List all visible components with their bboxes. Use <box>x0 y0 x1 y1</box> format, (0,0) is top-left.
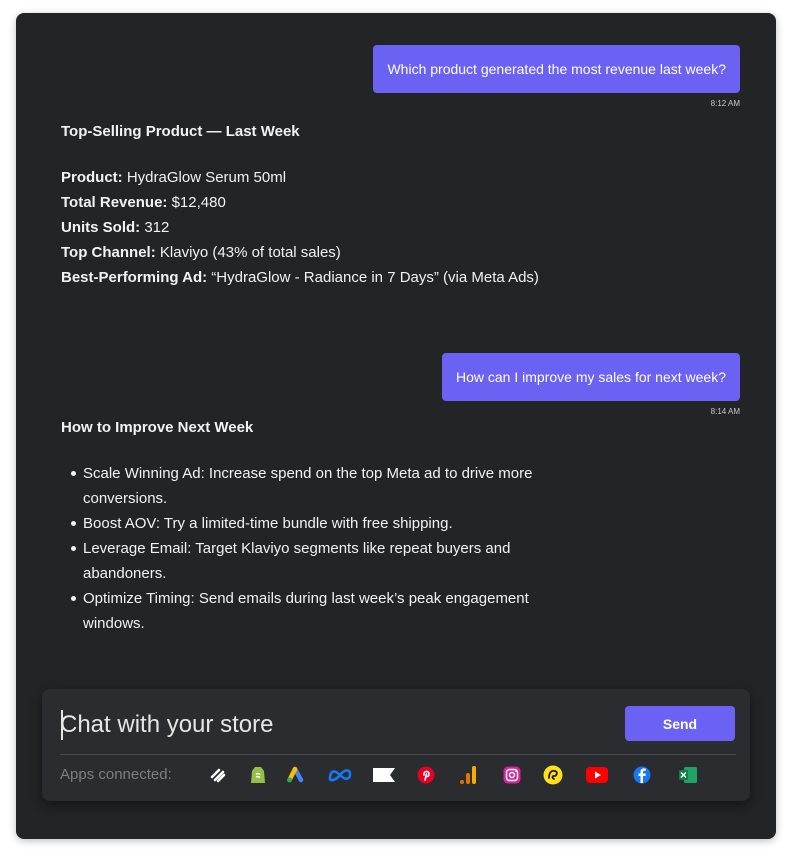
user-message: Which product generated the most revenue last week? <box>373 45 740 93</box>
chat-input[interactable] <box>60 707 620 743</box>
answer-row: Best-Performing Ad: “HydraGlow - Radiance in 7 Days” (via Meta Ads) <box>61 269 539 286</box>
user-message: How can I improve my sales for next week? <box>442 353 740 401</box>
chat-panel <box>16 13 776 839</box>
suggestion-list <box>61 461 581 636</box>
shopify-icon[interactable] <box>248 765 268 785</box>
google-analytics-icon[interactable] <box>458 765 478 785</box>
answer-row: Product: HydraGlow Serum 50ml <box>61 169 287 186</box>
message-time: 8:14 AM <box>710 407 740 416</box>
meta-icon[interactable] <box>327 765 353 785</box>
instagram-icon[interactable] <box>502 765 522 785</box>
google-ads-icon[interactable] <box>285 765 305 785</box>
apps-connected-label: Apps connected: <box>60 766 172 783</box>
answer-row: Top Channel: Klaviyo (43% of total sales) <box>61 244 341 261</box>
list-item: Scale Winning Ad: Increase spend on the top Meta ad to drive more conversions. <box>61 461 581 511</box>
message-time: 8:12 AM <box>710 99 740 108</box>
pinterest-icon[interactable] <box>416 765 436 785</box>
answer-title: How to Improve Next Week <box>61 419 254 436</box>
squarespace-icon[interactable] <box>208 765 228 785</box>
klaviyo-icon[interactable] <box>372 765 396 785</box>
answer-row: Total Revenue: $12,480 <box>61 194 226 211</box>
divider <box>60 754 736 755</box>
text-caret <box>61 710 63 740</box>
list-item: Optimize Timing: Send emails during last week’s peak engagement windows. <box>61 586 581 636</box>
excel-icon[interactable] <box>678 765 698 785</box>
assistant-message <box>61 123 539 290</box>
mailchimp-icon[interactable] <box>543 765 563 785</box>
send-button[interactable]: Send <box>625 706 735 741</box>
list-item: Boost AOV: Try a limited-time bundle with free shipping. <box>61 511 581 536</box>
list-item: Leverage Email: Target Klaviyo segments like repeat buyers and abandoners. <box>61 536 581 586</box>
answer-title: Top-Selling Product — Last Week <box>61 123 300 140</box>
assistant-message <box>61 419 581 636</box>
youtube-icon[interactable] <box>585 765 609 785</box>
answer-row: Units Sold: 312 <box>61 219 170 236</box>
chat-composer <box>42 689 750 801</box>
facebook-icon[interactable] <box>632 765 652 785</box>
